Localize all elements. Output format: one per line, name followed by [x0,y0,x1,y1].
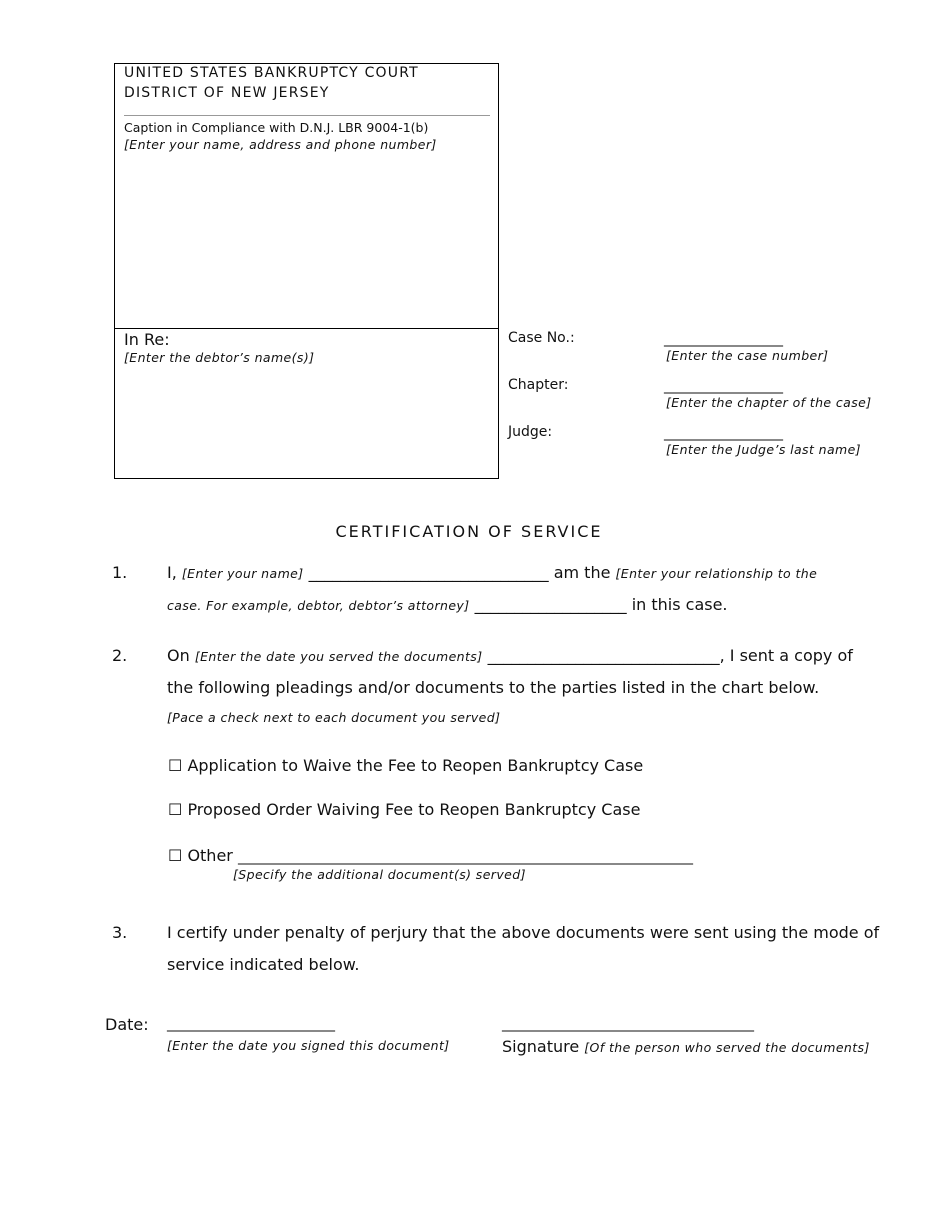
item-1-line-1 [167,563,817,582]
case-no-hint: [Enter the case number] [666,348,829,363]
relationship-hint-cont: case. For example, debtor, debtor’s attorney] [167,598,470,613]
in-re-label: In Re: [124,330,170,349]
check-label-other: Other [187,846,233,865]
check-label-proposed-order: Proposed Order Waiving Fee to Reopen Bankruptcy Case [187,800,641,819]
signature-hint: [Of the person who served the documents] [584,1040,870,1055]
judge-hint: [Enter the Judge’s last name] [666,442,861,457]
case-no-label: Case No.: [508,330,575,346]
signature-label: Signature [502,1037,580,1056]
relationship-field[interactable]: ___________________ [474,595,627,614]
date-label: Date: [105,1015,149,1034]
chapter-hint: [Enter the chapter of the case] [666,395,872,410]
item-2-line-1 [167,646,853,665]
caption-divider [124,115,490,116]
item-1-number: 1. [112,563,128,582]
item-2-text-b: I sent a copy of [729,646,853,665]
name-field[interactable]: ______________________________ [308,563,549,582]
court-district: DISTRICT OF NEW JERSEY [124,85,330,101]
checkbox-icon[interactable]: ☐ [168,756,183,775]
chapter-line[interactable]: _________________ [664,378,783,394]
item-2-line-2: the following pleadings and/or documents to the parties listed in the chart below. [167,678,820,697]
item-1-text-a: I, [167,563,177,582]
item-3-line-1: I certify under penalty of perjury that the above documents were sent using the mode of [167,923,880,942]
item-1-text-b: am the [553,563,611,582]
served-date-field[interactable]: _____________________________, [487,646,725,665]
signature-field[interactable]: ____________________________________ [502,1016,754,1032]
caption-box [114,63,499,329]
item-2-number: 2. [112,646,128,665]
item-1-text-c: in this case. [631,595,728,614]
check-label-application: Application to Waive the Fee to Reopen Bankruptcy Case [187,756,644,775]
document-title: CERTIFICATION OF SERVICE [335,522,603,541]
item-1-line-2 [167,595,728,614]
judge-label: Judge: [508,424,553,440]
name-hint: [Enter your name] [181,566,304,581]
other-document-field[interactable]: _________________________________________________________________ [237,849,693,865]
caption-label: Caption in Compliance with D.N.J. LBR 9004-1(b) [124,120,429,135]
check-item-application [168,756,643,775]
chapter-label: Chapter: [508,377,569,393]
served-date-hint: [Enter the date you served the documents] [194,649,483,664]
check-item-other [168,846,693,865]
item-3-line-2: service indicated below. [167,955,360,974]
signed-date-field[interactable]: ________________________ [167,1016,335,1032]
relationship-hint: [Enter your relationship to the [615,566,818,581]
case-no-line[interactable]: _________________ [664,331,783,347]
caption-hint[interactable]: [Enter your name, address and phone number] [124,137,437,152]
item-2-text-a: On [167,646,190,665]
debtor-name-hint[interactable]: [Enter the debtor’s name(s)] [124,350,315,365]
court-name: UNITED STATES BANKRUPTCY COURT [124,65,419,81]
item-3-number: 3. [112,923,128,942]
signature-line-label [502,1037,870,1056]
check-item-proposed-order [168,800,640,819]
signed-date-hint: [Enter the date you signed this document] [167,1038,450,1053]
judge-line[interactable]: _________________ [664,425,783,441]
checkbox-icon[interactable]: ☐ [168,800,183,819]
other-document-hint: [Specify the additional document(s) served] [233,867,526,882]
checklist-hint: [Pace a check next to each document you served] [167,710,501,725]
checkbox-icon[interactable]: ☐ [168,846,183,865]
